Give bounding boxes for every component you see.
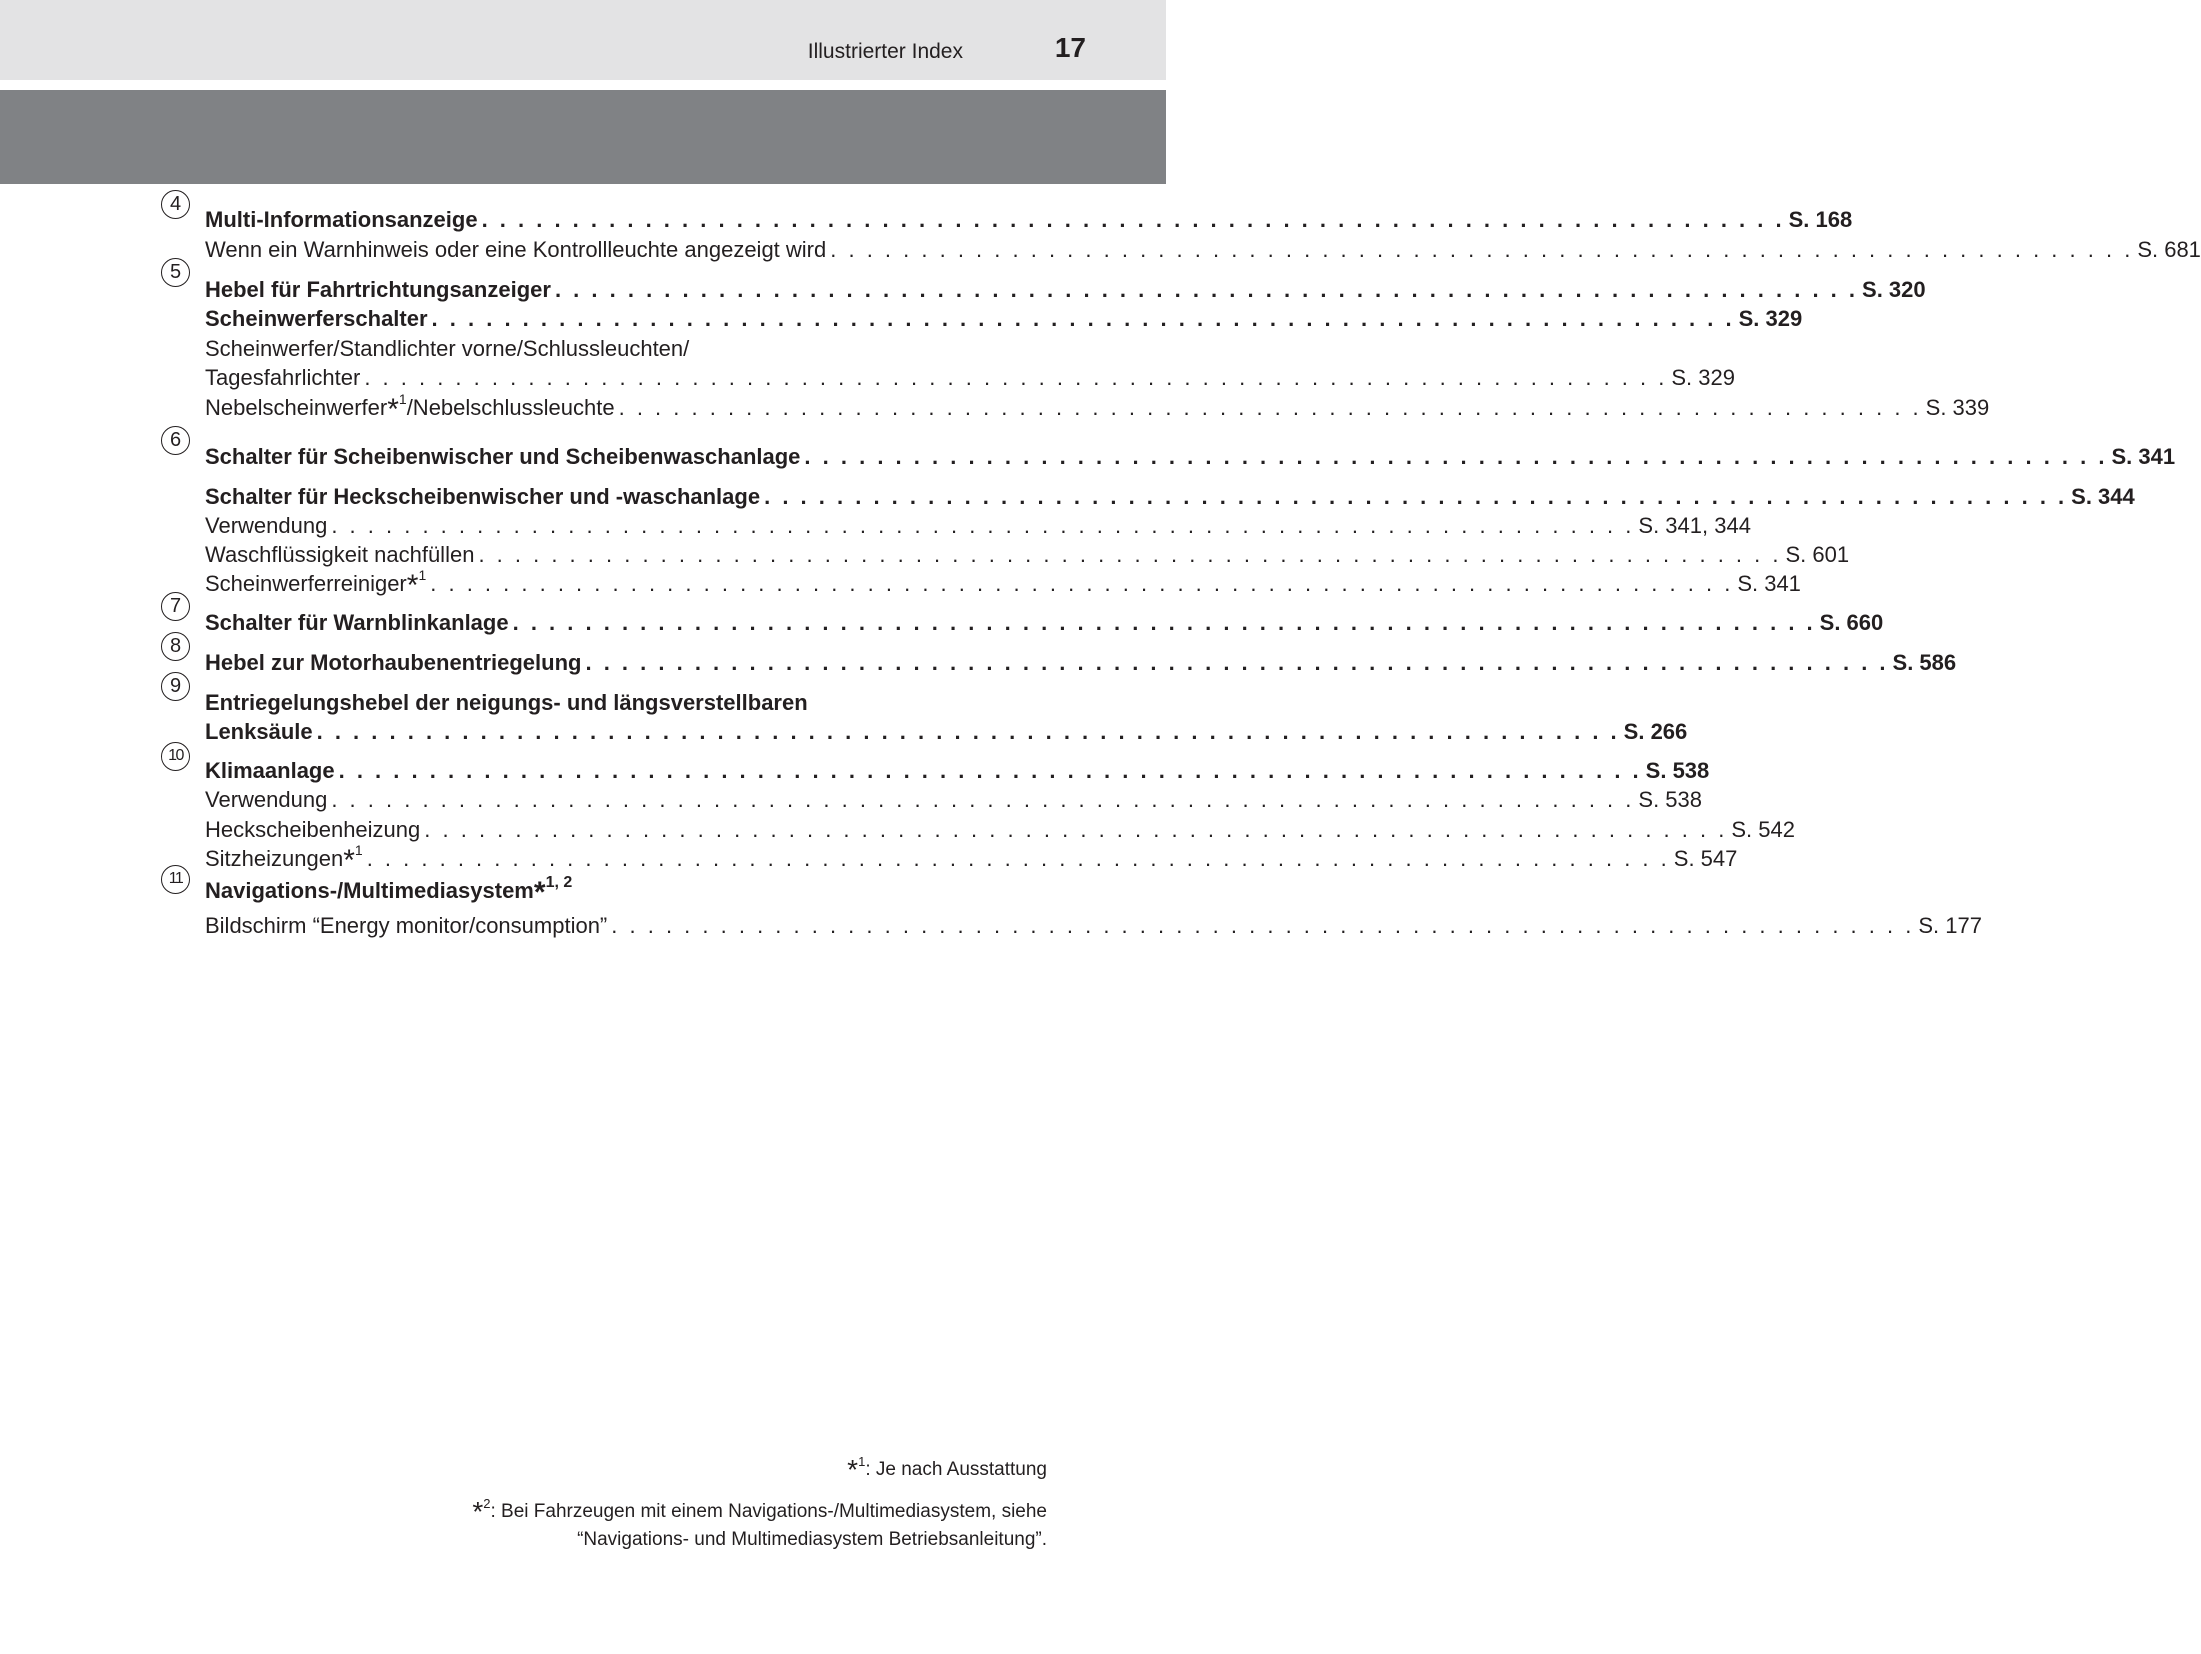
- entry-label-text: Multi-Informationsanzeige: [205, 207, 478, 232]
- entry-label-text: Sitzheizungen: [205, 846, 344, 871]
- callout-number-5: 5: [161, 258, 190, 287]
- entry-label-text: Scheinwerferschalter: [205, 306, 428, 331]
- header-bar: [0, 0, 1166, 80]
- footnote-mark: 1: [858, 1454, 866, 1469]
- footnote-star: *: [343, 844, 355, 877]
- page-reference: S. 177: [1918, 913, 1982, 938]
- entry-label-text: Schalter für Warnblinkanlage: [205, 610, 509, 635]
- page-reference: S. 168: [1788, 207, 1853, 232]
- footnote-mark: 2: [483, 1496, 491, 1511]
- callout-number-9: 9: [161, 672, 190, 701]
- entry-label-text: Hebel für Fahrtrichtungsanzeiger: [205, 277, 551, 302]
- footnotes: [287, 1448, 1047, 1554]
- header-band: [0, 90, 1166, 184]
- entry-label: [205, 836, 363, 877]
- index-entry: [205, 204, 1853, 234]
- entry-label: [205, 305, 428, 333]
- index-entry: [205, 910, 1982, 940]
- entry-label: [205, 561, 427, 602]
- footnote-2-continuation: “Navigations- und Multimediasystem Betriebsanleitung”.: [577, 1529, 1047, 1550]
- entry-label-text: /Nebelschlussleuchte: [406, 395, 615, 420]
- entry-label: [205, 236, 826, 264]
- footnote-1: [287, 1448, 1047, 1484]
- index-entry: [205, 391, 1990, 426]
- footnote-text: : Je nach Ausstattung: [865, 1459, 1047, 1480]
- page-reference: S. 660: [1819, 610, 1884, 635]
- dot-leader: . . . . . . . . . . . . . . . . . . . . . . . . . . . . . . . . . . . . . . . . . . . . . . . . . . . . . . . . . . . . . . . . . . . . . . . .: [431, 306, 1735, 331]
- dot-leader: . . . . . . . . . . . . . . . . . . . . . . . . . . . . . . . . . . . . . . . . . . . . . . . . . . . . . . . . . . . . . . . . . . . . . . . .: [611, 913, 1915, 938]
- entry-label: [205, 483, 760, 511]
- index-entry: [205, 333, 1000, 363]
- dot-leader: . . . . . . . . . . . . . . . . . . . . . . . . . . . . . . . . . . . . . . . . . . . . . . . . . . . . . . . . . . . . . . . . . . . . . . . .: [764, 484, 2068, 509]
- footnote-star: *: [472, 1496, 484, 1527]
- page-reference: S. 329: [1671, 365, 1735, 390]
- page-reference: S. 339: [1925, 395, 1990, 420]
- page-reference: S. 344: [2071, 484, 2135, 509]
- dot-leader: . . . . . . . . . . . . . . . . . . . . . . . . . . . . . . . . . . . . . . . . . . . . . . . . . . . . . . . . . . . . . . . . . . . . . . . .: [804, 444, 2108, 469]
- dot-leader: . . . . . . . . . . . . . . . . . . . . . . . . . . . . . . . . . . . . . . . . . . . . . . . . . . . . . . . . . . . . . . . . . . . . . . . .: [830, 237, 2134, 262]
- index-entry: [205, 510, 1751, 540]
- footnote-text: : Bei Fahrzeugen mit einem Navigations-/Multimediasystem, siehe: [490, 1501, 1047, 1522]
- entry-label: [205, 649, 581, 677]
- dot-leader: . . . . . . . . . . . . . . . . . . . . . . . . . . . . . . . . . . . . . . . . . . . . . . . . . . . . . . . . . . . . . . . . . . . . . . . .: [478, 542, 1782, 567]
- entry-label: [205, 689, 808, 717]
- index-entry: [205, 784, 1702, 814]
- page-reference: S. 341, 344: [1638, 513, 1751, 538]
- entry-label-text: Schalter für Heckscheibenwischer und -waschanlage: [205, 484, 761, 509]
- index-entry: [205, 687, 1000, 717]
- page-reference: S. 341: [2111, 444, 2176, 469]
- dot-leader: . . . . . . . . . . . . . . . . . . . . . . . . . . . . . . . . . . . . . . . . . . . . . . . . . . . . . . . . . . . . . . . . . . . . . . . .: [331, 787, 1635, 812]
- page-number: 17: [1054, 32, 1086, 63]
- footnote-2: [287, 1490, 1047, 1526]
- callout-number-6: 6: [161, 426, 190, 455]
- entry-label-text: Nebelscheinwerfer: [205, 395, 388, 420]
- entry-label: [205, 512, 327, 540]
- entry-label: [205, 443, 800, 471]
- entry-label: [205, 869, 573, 909]
- page-reference: S. 320: [1862, 277, 1926, 302]
- entry-label: [205, 335, 689, 363]
- footnote-star: *: [533, 876, 546, 909]
- dot-leader: . . . . . . . . . . . . . . . . . . . . . . . . . . . . . . . . . . . . . . . . . . . . . . . . . . . . . . . . . . . . . . . . . . . . . . . .: [554, 277, 1859, 302]
- entry-label-text: Lenksäule: [205, 719, 313, 744]
- footnote-star: *: [387, 393, 399, 426]
- entry-label-text: Navigations-/Multimediasystem: [205, 878, 534, 903]
- index-entry: [205, 481, 2135, 511]
- entry-label-text: Waschflüssigkeit nachfüllen: [205, 542, 475, 567]
- dot-leader: . . . . . . . . . . . . . . . . . . . . . . . . . . . . . . . . . . . . . . . . . . . . . . . . . . . . . . . . . . . . . . . . . . . . . . . .: [430, 571, 1734, 596]
- entry-label: [205, 276, 551, 304]
- entry-label-text: Wenn ein Warnhinweis oder eine Kontrollleuchte angezeigt wird: [205, 237, 827, 262]
- index-entry: [205, 274, 1926, 304]
- callout-number-4: 4: [161, 190, 190, 219]
- dot-leader: . . . . . . . . . . . . . . . . . . . . . . . . . . . . . . . . . . . . . . . . . . . . . . . . . . . . . . . . . . . . . . . . . . . . . . . .: [338, 758, 1642, 783]
- footnote-ref: 1: [418, 567, 427, 583]
- entry-label-text: Tagesfahrlichter: [205, 365, 361, 390]
- index-entry: [205, 755, 1710, 785]
- entry-label: [205, 206, 478, 234]
- dot-leader: . . . . . . . . . . . . . . . . . . . . . . . . . . . . . . . . . . . . . . . . . . . . . . . . . . . . . . . . . . . . . . . . . . . . . . . .: [481, 207, 1785, 232]
- footnote-star: *: [847, 1454, 859, 1485]
- page-reference: S. 266: [1623, 719, 1688, 744]
- entry-label-text: Entriegelungshebel der neigungs- und längsverstellbaren: [205, 690, 808, 715]
- index-entry: [205, 874, 1000, 909]
- entry-label: [205, 757, 335, 785]
- entry-label-text: Heckscheibenheizung: [205, 817, 421, 842]
- page-reference: S. 542: [1731, 817, 1795, 842]
- dot-leader: . . . . . . . . . . . . . . . . . . . . . . . . . . . . . . . . . . . . . . . . . . . . . . . . . . . . . . . . . . . . . . . . . . . . . . . .: [366, 846, 1670, 871]
- callout-number-7: 7: [161, 592, 190, 621]
- entry-label-text: Verwendung: [205, 513, 328, 538]
- entry-label-text: Schalter für Scheibenwischer und Scheibenwaschanlage: [205, 444, 801, 469]
- entry-label: [205, 609, 509, 637]
- page-reference: S. 681: [2137, 237, 2201, 262]
- footnote-ref: 1: [398, 391, 407, 407]
- page-reference: S. 547: [1673, 846, 1738, 871]
- dot-leader: . . . . . . . . . . . . . . . . . . . . . . . . . . . . . . . . . . . . . . . . . . . . . . . . . . . . . . . . . . . . . . . . . . . . . . . .: [364, 365, 1668, 390]
- footnote-ref: 1, 2: [545, 874, 573, 891]
- entry-label: [205, 718, 313, 746]
- dot-leader: . . . . . . . . . . . . . . . . . . . . . . . . . . . . . . . . . . . . . . . . . . . . . . . . . . . . . . . . . . . . . . . . . . . . . . . .: [618, 395, 1922, 420]
- entry-label-text: Scheinwerferreiniger: [205, 571, 407, 596]
- entry-label-text: Verwendung: [205, 787, 328, 812]
- dot-leader: . . . . . . . . . . . . . . . . . . . . . . . . . . . . . . . . . . . . . . . . . . . . . . . . . . . . . . . . . . . . . . . . . . . . . . . .: [585, 650, 1889, 675]
- entry-label-text: Scheinwerfer/Standlichter vorne/Schlussleuchten/: [205, 336, 690, 361]
- callout-number-11: 11: [161, 865, 190, 894]
- page-reference: S. 329: [1738, 306, 1803, 331]
- dot-leader: . . . . . . . . . . . . . . . . . . . . . . . . . . . . . . . . . . . . . . . . . . . . . . . . . . . . . . . . . . . . . . . . . . . . . . . .: [424, 817, 1728, 842]
- section-title: Illustrierter Index: [807, 40, 963, 63]
- index-entry: [205, 441, 2176, 471]
- page-reference: S. 538: [1638, 787, 1702, 812]
- callout-number-8: 8: [161, 632, 190, 661]
- dot-leader: . . . . . . . . . . . . . . . . . . . . . . . . . . . . . . . . . . . . . . . . . . . . . . . . . . . . . . . . . . . . . . . . . . . . . . . .: [316, 719, 1620, 744]
- entry-label: [205, 912, 607, 940]
- footnote-star: *: [406, 569, 419, 602]
- entry-label-text: Klimaanlage: [205, 758, 335, 783]
- page-reference: S. 538: [1645, 758, 1710, 783]
- page-reference: S. 586: [1892, 650, 1957, 675]
- index-entry: [205, 303, 1803, 333]
- index-entry: [205, 607, 1884, 637]
- entry-label-text: Bildschirm “Energy monitor/consumption”: [205, 913, 608, 938]
- entry-label: [205, 385, 615, 426]
- footnote-ref: 1: [354, 842, 363, 858]
- page-reference: S. 341: [1737, 571, 1801, 596]
- entry-label: [205, 786, 327, 814]
- index-entry: [205, 234, 2201, 264]
- index-entry: [205, 716, 1688, 746]
- index-entry: [205, 647, 1957, 677]
- page-reference: S. 601: [1785, 542, 1850, 567]
- entry-label-text: Hebel zur Motorhaubenentriegelung: [205, 650, 582, 675]
- dot-leader: . . . . . . . . . . . . . . . . . . . . . . . . . . . . . . . . . . . . . . . . . . . . . . . . . . . . . . . . . . . . . . . . . . . . . . . .: [331, 513, 1635, 538]
- dot-leader: . . . . . . . . . . . . . . . . . . . . . . . . . . . . . . . . . . . . . . . . . . . . . . . . . . . . . . . . . . . . . . . . . . . . . . . .: [512, 610, 1816, 635]
- callout-number-10: 10: [161, 742, 190, 771]
- index-entry: [205, 567, 1801, 602]
